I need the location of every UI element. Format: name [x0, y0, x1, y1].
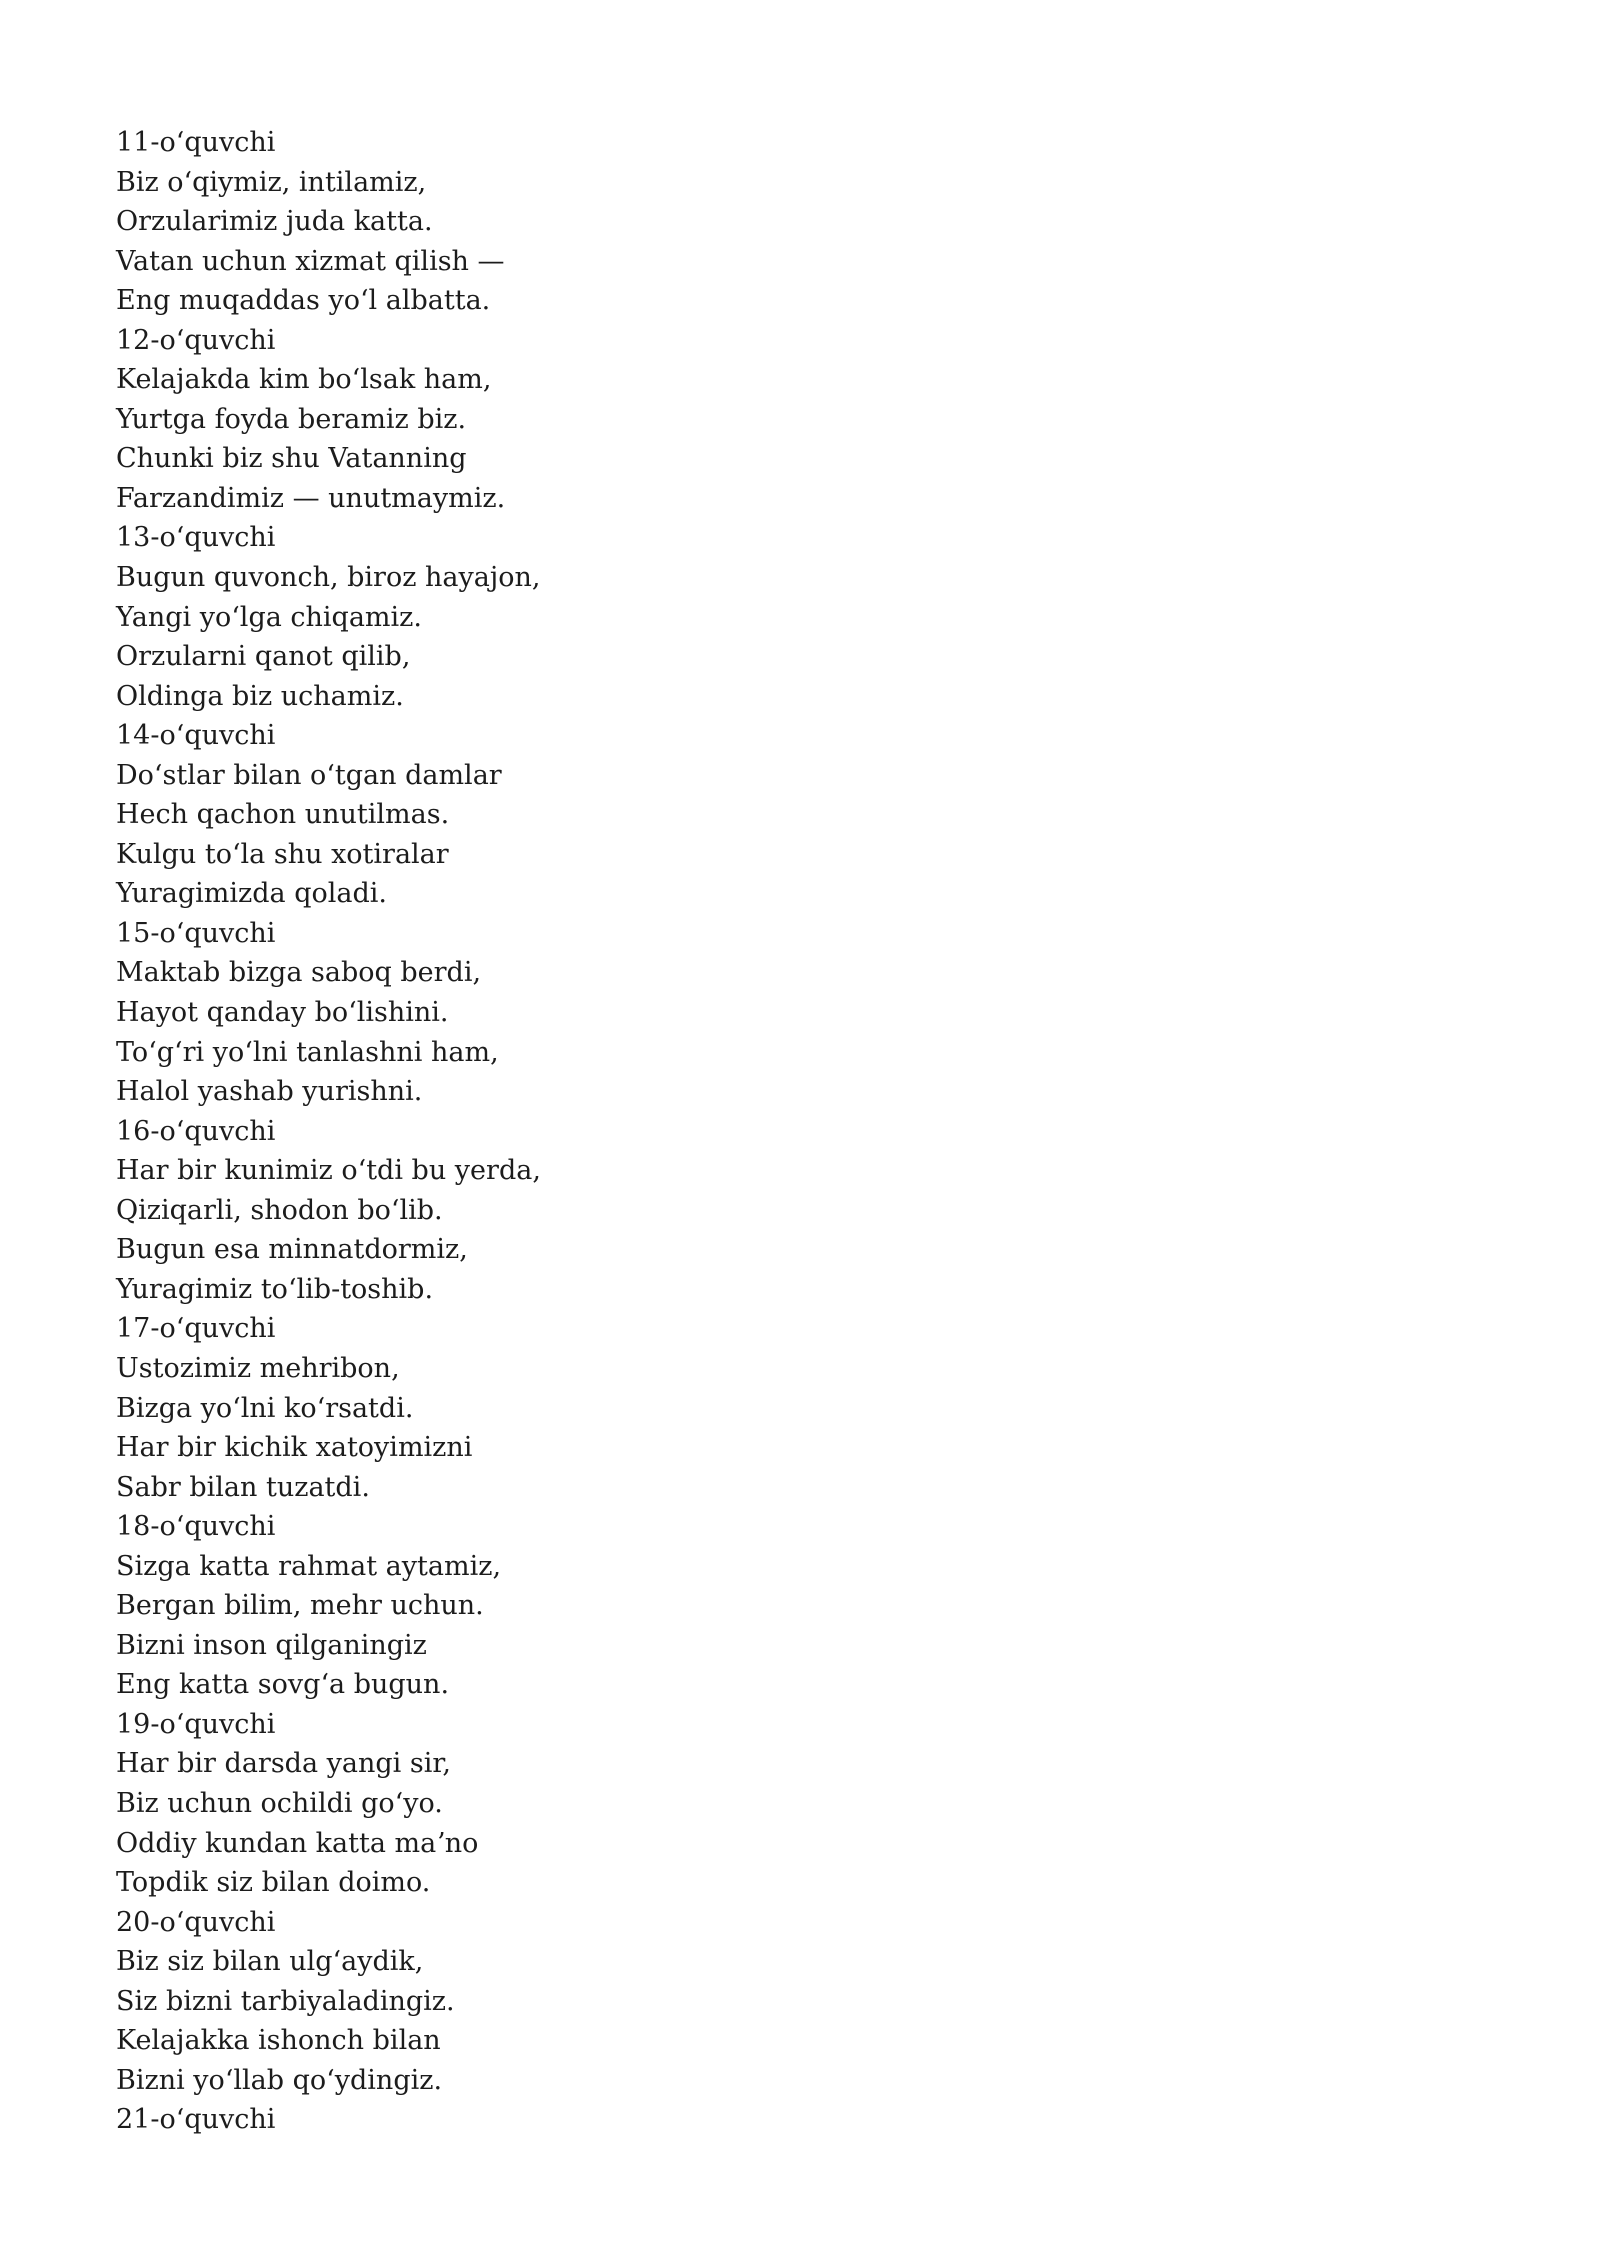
poem-line: Biz oʻqiymiz, intilamiz,: [116, 166, 427, 198]
poem-line: Bizni yoʻllab qoʻydingiz.: [116, 2064, 443, 2096]
poem-line: Sizga katta rahmat aytamiz,: [116, 1550, 502, 1582]
poem-line: Yangi yoʻlga chiqamiz.: [116, 601, 422, 633]
poem-line: Farzandimiz — unutmaymiz.: [116, 482, 506, 514]
speaker-heading: 15-oʻquvchi: [116, 917, 276, 949]
speaker-heading: 11-oʻquvchi: [116, 127, 276, 158]
poem-line: Toʻgʻri yoʻlni tanlashni ham,: [116, 1036, 499, 1068]
poem-line: Hech qachon unutilmas.: [116, 799, 450, 831]
poem-line: Oddiy kundan katta maʼno: [116, 1827, 479, 1859]
speaker-heading: 16-oʻquvchi: [116, 1115, 276, 1147]
speaker-heading: 17-oʻquvchi: [116, 1313, 276, 1345]
poem-line: Halol yashab yurishni.: [116, 1076, 423, 1108]
poem-line: Oldinga biz uchamiz.: [116, 680, 404, 712]
speaker-heading: 21-oʻquvchi: [116, 2104, 276, 2136]
poem-line: Yuragimiz toʻlib-toshib.: [116, 1273, 434, 1305]
poem-line: Kulgu toʻla shu xotiralar: [116, 838, 449, 870]
poem-line: Maktab bizga saboq berdi,: [116, 957, 482, 989]
poem-line: Sabr bilan tuzatdi.: [116, 1471, 370, 1503]
poem-line: Biz uchun ochildi goʻyo.: [116, 1787, 443, 1819]
poem-line: Har bir kichik xatoyimizni: [116, 1432, 473, 1464]
poem-line: Yurtga foyda beramiz biz.: [116, 403, 467, 435]
poem-line: Hayot qanday boʻlishini.: [116, 997, 449, 1029]
poem-line: Har bir darsda yangi sir,: [116, 1748, 451, 1780]
poem-line: Kelajakda kim boʻlsak ham,: [116, 364, 492, 396]
poem-line: Eng muqaddas yoʻl albatta.: [116, 285, 491, 317]
poem-line: Kelajakka ishonch bilan: [116, 2025, 441, 2057]
speaker-heading: 13-oʻquvchi: [116, 522, 276, 554]
poem-line: Siz bizni tarbiyaladingiz.: [116, 1985, 455, 2017]
poem-line: Topdik siz bilan doimo.: [116, 1867, 431, 1899]
poem-line: Bergan bilim, mehr uchun.: [116, 1590, 484, 1622]
poem-line: Chunki biz shu Vatanning: [116, 443, 467, 475]
speaker-heading: 19-oʻquvchi: [116, 1708, 276, 1740]
poem-line: Har bir kunimiz oʻtdi bu yerda,: [116, 1155, 541, 1187]
poem-line: Bugun quvonch, biroz hayajon,: [116, 562, 541, 594]
poem-line: Eng katta sovgʻa bugun.: [116, 1669, 450, 1701]
poem-line: Bugun esa minnatdormiz,: [116, 1234, 468, 1266]
speaker-heading: 20-oʻquvchi: [116, 1906, 276, 1938]
poem-text: [116, 123, 1416, 2140]
poem-line: Biz siz bilan ulgʻaydik,: [116, 1946, 424, 1978]
speaker-heading: 14-oʻquvchi: [116, 720, 276, 752]
poem-line: Yuragimizda qoladi.: [116, 878, 387, 910]
poem-line: Bizga yoʻlni koʻrsatdi.: [116, 1392, 414, 1424]
poem-line: Qiziqarli, shodon boʻlib.: [116, 1194, 443, 1226]
poem-line: Bizni inson qilganingiz: [116, 1629, 427, 1661]
poem-line: Orzularimiz juda katta.: [116, 206, 433, 238]
speaker-heading: 18-oʻquvchi: [116, 1511, 276, 1543]
poem-line: Vatan uchun xizmat qilish —: [116, 245, 505, 277]
poem-line: Ustozimiz mehribon,: [116, 1352, 400, 1384]
speaker-heading: 12-oʻquvchi: [116, 324, 276, 356]
poem-line: Orzularni qanot qilib,: [116, 641, 411, 673]
poem-line: Doʻstlar bilan oʻtgan damlar: [116, 759, 502, 791]
